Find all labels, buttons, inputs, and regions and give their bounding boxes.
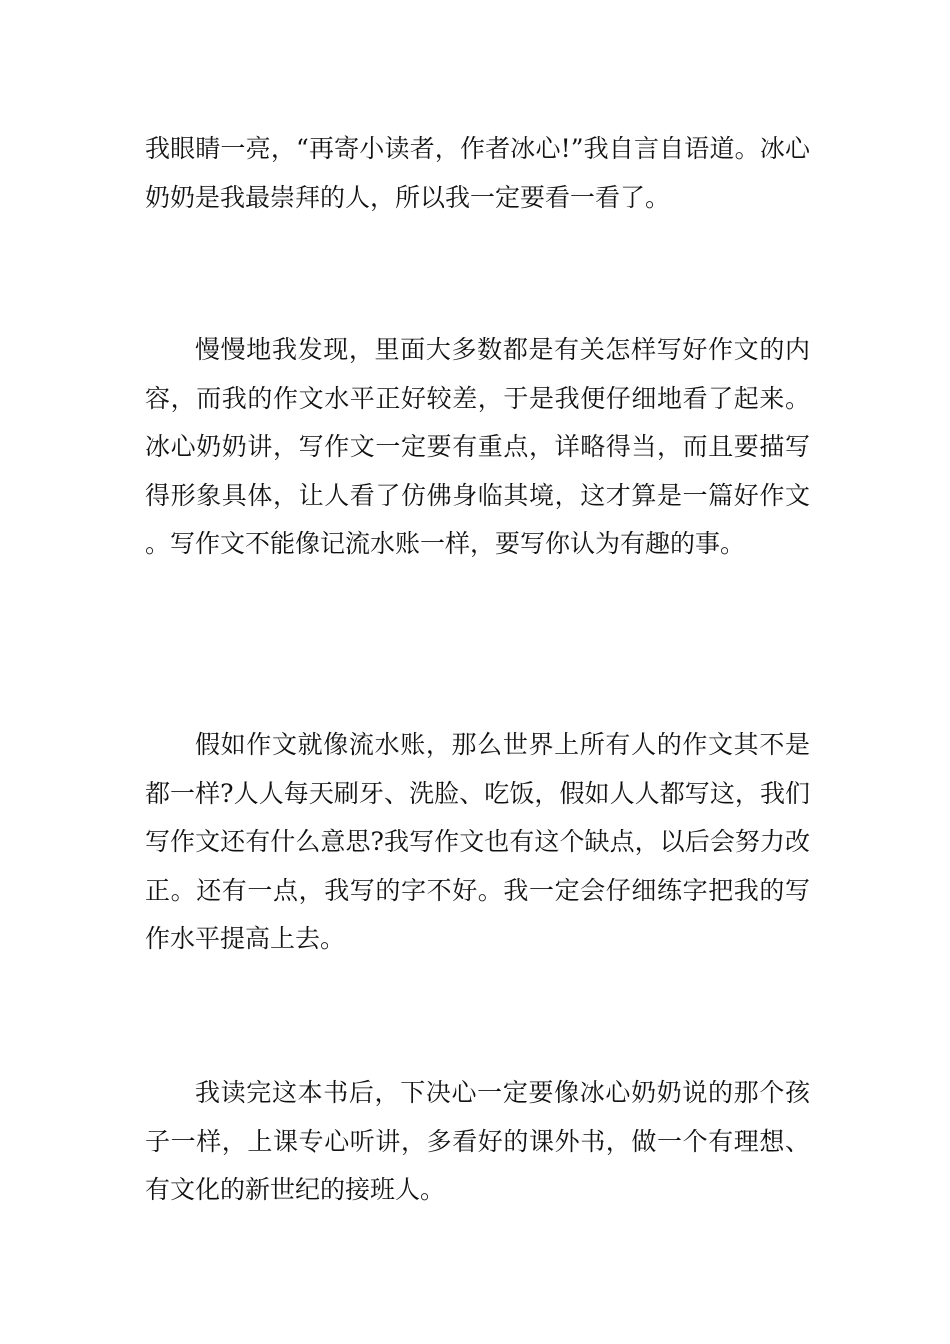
paragraph-3: 假如作文就像流水账，那么世界上所有人的作文其不是都一样?人人每天刷牙、洗脸、吃饭，假如人人都写这，我们写作文还有什么意思?我写作文也有这个缺点，以后会努力改正。还有一点，我写的字不好。我一定会仔细练字把我的写作水平提高上去。 — [145, 730, 810, 953]
paragraph-1: 我眼睛一亮，“再寄小读者，作者冰心!”我自言自语道。冰心奶奶是我最崇拜的人，所以我一定要看一看了。 — [145, 134, 810, 212]
paragraph-4: 我读完这本书后，下决心一定要像冰心奶奶说的那个孩子一样，上课专心听讲，多看好的课外书，做一个有理想、有文化的新世纪的接班人。 — [145, 1078, 810, 1204]
paragraph-2: 慢慢地我发现，里面大多数都是有关怎样写好作文的内容，而我的作文水平正好较差，于是我便仔细地看了起来。冰心奶奶讲，写作文一定要有重点，详略得当，而且要描写得形象具体，让人看了仿佛身临其境，这才算是一篇好作文。写作文不能像记流水账一样，要写你认为有趣的事。 — [145, 335, 810, 558]
